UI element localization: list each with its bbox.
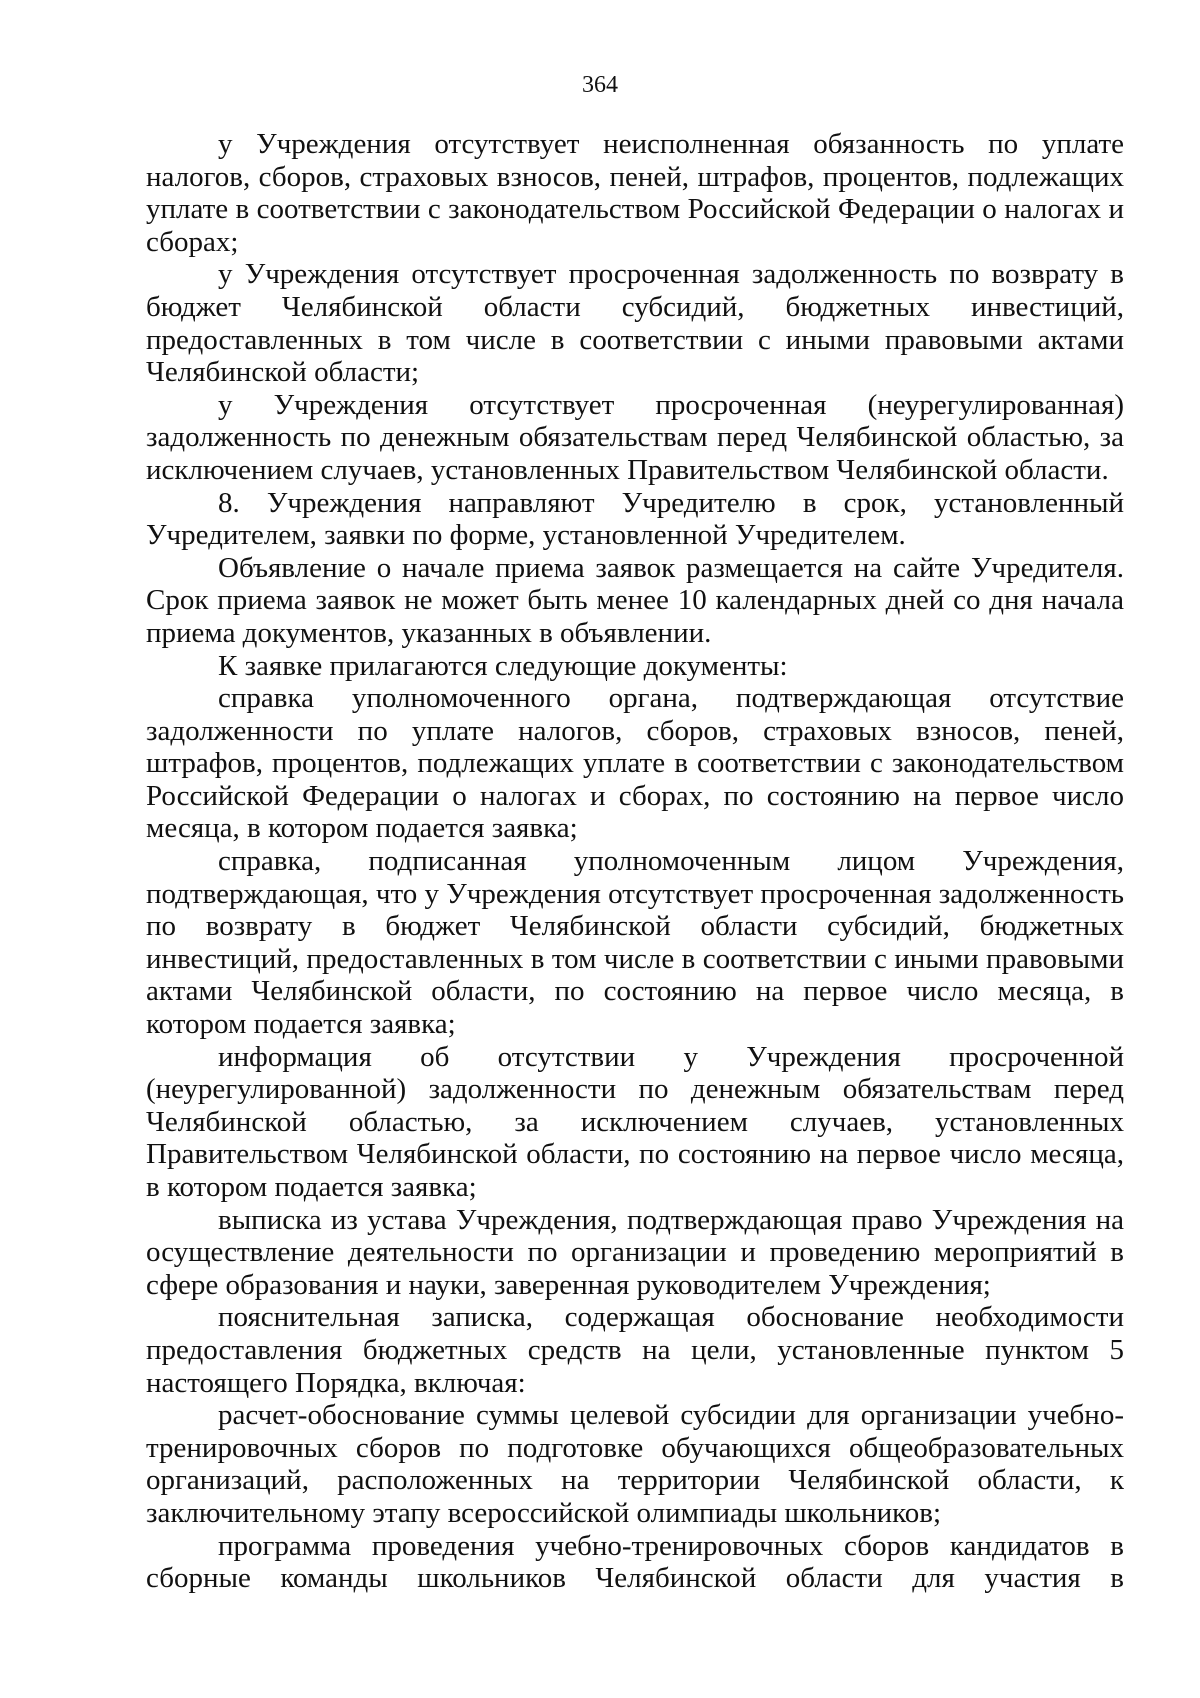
paragraph-documents-intro: К заявке прилагаются следующие документы: xyxy=(218,649,788,682)
paragraph-subsidy-calculation: расчет-обоснование суммы целевой субсидии для организации учебно-тренировочных сборов по подготовке обучающихся общеобразовательных организаций, расположенных на территории Челябинской области, к заключительному этапу всероссийской олимпиады школьников; xyxy=(146,1399,1124,1529)
paragraph-training-program: программа проведения учебно-тренировочных сборов кандидатов в сборные команды школьников Челябинской области для участия в xyxy=(146,1529,1124,1595)
paragraph-item-8: 8. Учреждения направляют Учредителю в срок, установленный Учредителем, заявки по форме, установленной Учредителем. xyxy=(146,486,1124,552)
paragraph-tax-certificate: справка уполномоченного органа, подтверждающая отсутствие задолженности по уплате налогов, сборов, страховых взносов, пеней, штрафов, процентов, подлежащих уплате в соответствии с законодательством Российской Федерации о налогах и сборах, по состоянию на первое число месяца, в котором подается заявка; xyxy=(146,682,1124,845)
paragraph-obligations-info: информация об отсутствии у Учреждения просроченной (неурегулированной) задолженности по денежным обязательствам перед Челябинской областью, за исключением случаев, установленных Правительством Челябинской области, по состоянию на первое число месяца, в котором подается заявка; xyxy=(146,1040,1124,1203)
paragraph-announcement: Объявление о начале приема заявок размещается на сайте Учредителя. Срок приема заявок не может быть менее 10 календарных дней со дня начала приема документов, указанных в объявлении. xyxy=(146,551,1124,649)
paragraph-charter-extract: выписка из устава Учреждения, подтверждающая право Учреждения на осуществление деятельности по организации и проведению мероприятий в сфере образования и науки, заверенная руководителем Учреждения; xyxy=(146,1203,1124,1301)
paragraph-no-overdue-obligations: у Учреждения отсутствует просроченная (неурегулированная) задолженность по денежным обязательствам перед Челябинской областью, за исключением случаев, установленных Правительством Челябинской области. xyxy=(146,388,1124,486)
paragraph-signed-certificate: справка, подписанная уполномоченным лицом Учреждения, подтверждающая, что у Учреждения отсутствует просроченная задолженность по возврату в бюджет Челябинской области субсидий, бюджетных инвестиций, предоставленных в том числе в соответствии с иными правовыми актами Челябинской области, по состоянию на первое число месяца, в котором подается заявка; xyxy=(146,845,1124,1041)
page-number: 364 xyxy=(582,72,618,98)
document-body xyxy=(146,128,1124,1595)
paragraph-explanatory-note: пояснительная записка, содержащая обоснование необходимости предоставления бюджетных средств на цели, установленные пунктом 5 настоящего Порядка, включая: xyxy=(146,1301,1124,1399)
paragraph-no-budget-debt: у Учреждения отсутствует просроченная задолженность по возврату в бюджет Челябинской области субсидий, бюджетных инвестиций, предоставленных в том числе в соответствии с иными правовыми актами Челябинской области; xyxy=(146,258,1124,389)
paragraph-no-tax-debt: у Учреждения отсутствует неисполненная обязанность по уплате налогов, сборов, страховых взносов, пеней, штрафов, процентов, подлежащих уплате в соответствии с законодательством Российской Федерации о налогах и сборах; xyxy=(146,128,1124,258)
